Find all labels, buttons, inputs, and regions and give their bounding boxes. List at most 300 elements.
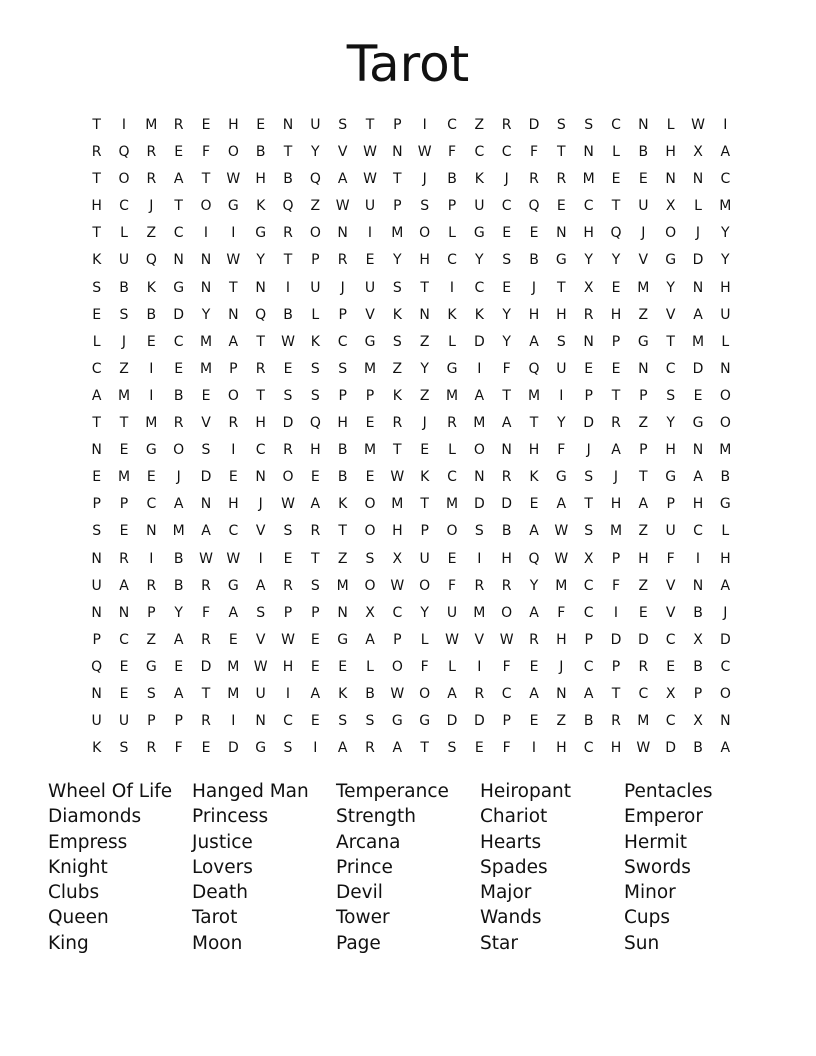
grid-letter: L bbox=[721, 523, 730, 540]
grid-letter: I bbox=[285, 685, 291, 702]
grid-letter: J bbox=[176, 469, 181, 486]
grid-letter: P bbox=[502, 713, 511, 730]
grid-letter: M bbox=[199, 333, 213, 350]
grid-letter: A bbox=[310, 496, 321, 513]
grid-letter: G bbox=[145, 442, 157, 459]
grid-letter: E bbox=[174, 144, 184, 161]
grid-letter: R bbox=[173, 415, 184, 432]
grid-letter: H bbox=[692, 496, 704, 513]
grid-letter: C bbox=[583, 198, 594, 215]
grid-letter: S bbox=[502, 252, 512, 269]
grid-letter: D bbox=[227, 740, 239, 757]
grid-letter: Y bbox=[584, 252, 593, 269]
grid-letter: J bbox=[422, 415, 427, 432]
grid-letter: M bbox=[473, 415, 486, 432]
grid-letter: S bbox=[310, 387, 320, 404]
grid-letter: M bbox=[172, 523, 185, 540]
grid-letter: U bbox=[118, 252, 130, 269]
grid-letter: B bbox=[283, 171, 293, 188]
grid-letter: T bbox=[338, 523, 347, 540]
grid-letter: T bbox=[420, 496, 429, 513]
word-list-item: Knight bbox=[48, 856, 108, 878]
grid-letter: I bbox=[531, 740, 537, 757]
grid-letter: R bbox=[365, 740, 375, 757]
grid-letter: K bbox=[92, 252, 102, 269]
grid-letter: N bbox=[692, 577, 704, 594]
grid-letter: L bbox=[448, 333, 456, 350]
grid-letter: Y bbox=[502, 306, 511, 323]
grid-letter: E bbox=[420, 442, 430, 459]
grid-letter: O bbox=[501, 604, 513, 621]
grid-letter: H bbox=[638, 550, 649, 567]
grid-letter: Y bbox=[420, 360, 429, 377]
grid-letter: E bbox=[638, 171, 648, 188]
grid-letter: N bbox=[692, 171, 704, 188]
grid-letter: W bbox=[363, 171, 377, 188]
grid-letter: H bbox=[556, 631, 567, 648]
grid-letter: C bbox=[447, 469, 457, 486]
grid-letter: M bbox=[117, 387, 131, 404]
grid-letter: I bbox=[121, 117, 127, 133]
grid-letter: Y bbox=[311, 144, 320, 161]
grid-letter: P bbox=[338, 306, 347, 323]
grid-letter: R bbox=[91, 144, 102, 161]
grid-letter: R bbox=[310, 523, 321, 540]
grid-letter: T bbox=[420, 740, 429, 757]
grid-letter: R bbox=[337, 252, 348, 269]
grid-letter: P bbox=[147, 604, 156, 621]
word-list-item: Justice bbox=[192, 831, 253, 853]
grid-letter: P bbox=[611, 550, 621, 567]
grid-letter: S bbox=[392, 279, 402, 296]
grid-letter: W bbox=[445, 631, 459, 648]
grid-letter: I bbox=[477, 658, 482, 675]
grid-letter: I bbox=[367, 225, 373, 242]
grid-letter: L bbox=[448, 658, 456, 675]
grid-letter: N bbox=[638, 117, 649, 133]
grid-letter: F bbox=[201, 604, 211, 621]
grid-letter: C bbox=[665, 713, 676, 730]
grid-letter: I bbox=[559, 387, 564, 404]
grid-letter: O bbox=[200, 198, 212, 215]
word-list-item: Death bbox=[192, 882, 248, 904]
grid-letter: N bbox=[118, 604, 130, 621]
grid-letter: F bbox=[174, 740, 183, 757]
grid-letter: W bbox=[363, 144, 377, 161]
grid-letter: S bbox=[392, 333, 402, 350]
grid-letter: K bbox=[392, 306, 402, 323]
grid-letter: T bbox=[92, 117, 101, 133]
grid-letter: T bbox=[502, 387, 511, 404]
grid-letter: C bbox=[583, 577, 594, 594]
grid-letter: J bbox=[149, 198, 154, 215]
grid-letter: M bbox=[391, 496, 404, 513]
grid-letter: Y bbox=[174, 604, 183, 621]
grid-letter: M bbox=[363, 442, 377, 459]
word-list-item: Major bbox=[480, 882, 532, 904]
grid-letter: R bbox=[501, 469, 512, 486]
grid-letter: A bbox=[583, 685, 594, 702]
grid-letter: S bbox=[338, 117, 348, 133]
grid-letter: T bbox=[229, 279, 238, 296]
grid-letter: E bbox=[201, 117, 211, 133]
grid-letter: P bbox=[92, 631, 101, 648]
grid-letter: H bbox=[282, 658, 294, 675]
grid-letter: H bbox=[665, 442, 676, 459]
grid-letter: G bbox=[692, 415, 704, 432]
grid-letter: C bbox=[474, 279, 485, 296]
grid-letter: S bbox=[283, 387, 293, 404]
grid-letter: R bbox=[201, 713, 211, 730]
grid-letter: N bbox=[720, 713, 731, 730]
grid-letter: R bbox=[638, 658, 649, 675]
grid-letter: O bbox=[419, 225, 431, 242]
grid-letter: Y bbox=[666, 415, 675, 432]
grid-letter: Z bbox=[392, 360, 403, 377]
word-list-item: Clubs bbox=[48, 882, 100, 904]
grid-letter: G bbox=[145, 658, 157, 675]
grid-letter: V bbox=[255, 523, 266, 540]
grid-letter: D bbox=[446, 713, 458, 730]
grid-letter: D bbox=[473, 713, 485, 730]
grid-letter: C bbox=[255, 442, 266, 459]
grid-letter: G bbox=[555, 252, 567, 269]
grid-letter: E bbox=[529, 658, 539, 675]
grid-letter: P bbox=[611, 658, 621, 675]
grid-letter: N bbox=[337, 225, 348, 242]
grid-letter: P bbox=[420, 523, 429, 540]
grid-letter: B bbox=[173, 550, 184, 567]
grid-letter: I bbox=[149, 550, 154, 567]
grid-letter: Y bbox=[256, 252, 265, 269]
grid-letter: T bbox=[201, 171, 211, 188]
grid-letter: E bbox=[365, 415, 375, 432]
grid-letter: E bbox=[365, 252, 375, 269]
grid-letter: Y bbox=[721, 225, 730, 242]
grid-letter: U bbox=[91, 577, 102, 594]
grid-letter: S bbox=[310, 360, 320, 377]
grid-letter: Q bbox=[528, 198, 540, 215]
grid-letter: S bbox=[447, 740, 457, 757]
word-list-item: Hermit bbox=[624, 831, 687, 853]
grid-letter: A bbox=[529, 523, 539, 540]
grid-letter: O bbox=[309, 225, 321, 242]
grid-letter: R bbox=[228, 415, 239, 432]
grid-letter: H bbox=[228, 496, 239, 513]
grid-letter: U bbox=[364, 279, 376, 296]
grid-letter: S bbox=[283, 523, 293, 540]
grid-letter: I bbox=[203, 225, 209, 242]
grid-letter: W bbox=[390, 685, 405, 702]
grid-letter: V bbox=[665, 577, 676, 594]
grid-letter: P bbox=[92, 496, 101, 513]
grid-letter: S bbox=[666, 387, 676, 404]
grid-letter: M bbox=[582, 171, 595, 188]
grid-letter: F bbox=[447, 577, 457, 594]
grid-letter: M bbox=[227, 685, 240, 702]
grid-letter: C bbox=[119, 198, 129, 215]
grid-letter: V bbox=[337, 144, 348, 161]
grid-letter: J bbox=[586, 442, 591, 459]
grid-letter: W bbox=[636, 740, 651, 757]
grid-letter: I bbox=[723, 117, 728, 133]
grid-letter: R bbox=[529, 171, 539, 188]
grid-letter: W bbox=[554, 523, 569, 540]
word-list-item: Queen bbox=[48, 907, 109, 929]
word-list-item: Temperance bbox=[336, 781, 449, 802]
grid-letter: M bbox=[637, 279, 650, 296]
grid-letter: G bbox=[391, 713, 403, 730]
grid-letter: Q bbox=[282, 198, 294, 215]
grid-letter: U bbox=[474, 198, 485, 215]
grid-letter: P bbox=[666, 496, 675, 513]
grid-letter: V bbox=[365, 306, 375, 323]
word-list-item: Cups bbox=[624, 907, 671, 929]
grid-letter: I bbox=[477, 360, 482, 377]
grid-letter: O bbox=[227, 144, 239, 161]
grid-letter: C bbox=[501, 685, 512, 702]
grid-letter: H bbox=[228, 117, 239, 133]
grid-letter: E bbox=[611, 171, 621, 188]
grid-letter: B bbox=[529, 252, 539, 269]
grid-letter: E bbox=[474, 740, 484, 757]
grid-letter: K bbox=[310, 333, 320, 350]
grid-letter: C bbox=[665, 631, 676, 648]
grid-letter: V bbox=[638, 252, 649, 269]
word-list-item: Heiropant bbox=[480, 781, 572, 802]
grid-letter: D bbox=[173, 306, 185, 323]
grid-letter: J bbox=[613, 469, 619, 486]
grid-letter: Q bbox=[309, 171, 321, 188]
grid-letter: I bbox=[149, 387, 154, 404]
grid-letter: C bbox=[693, 523, 703, 540]
grid-letter: A bbox=[255, 577, 266, 594]
word-list-item: Star bbox=[480, 932, 518, 954]
grid-letter: B bbox=[255, 144, 266, 161]
grid-letter: N bbox=[200, 279, 212, 296]
grid-letter: K bbox=[92, 740, 102, 757]
grid-letter: M bbox=[336, 577, 349, 594]
grid-letter: C bbox=[638, 685, 649, 702]
grid-letter: N bbox=[91, 442, 102, 459]
grid-letter: P bbox=[584, 387, 593, 404]
grid-letter: M bbox=[637, 713, 650, 730]
grid-letter: B bbox=[173, 577, 184, 594]
grid-letter: T bbox=[557, 279, 566, 296]
grid-letter: G bbox=[227, 198, 239, 215]
grid-letter: M bbox=[719, 442, 732, 459]
grid-letter: G bbox=[446, 360, 458, 377]
grid-letter: R bbox=[255, 360, 266, 377]
grid-letter: G bbox=[337, 631, 349, 648]
word-list-item: Tarot bbox=[192, 907, 238, 929]
grid-letter: T bbox=[201, 685, 211, 702]
grid-letter: Z bbox=[119, 360, 129, 377]
grid-letter: X bbox=[693, 144, 703, 161]
grid-letter: E bbox=[556, 198, 566, 215]
grid-letter: A bbox=[529, 604, 539, 621]
grid-letter: X bbox=[583, 279, 594, 296]
grid-letter: L bbox=[694, 198, 702, 215]
word-list-item: Wands bbox=[480, 907, 542, 929]
grid-letter: M bbox=[445, 387, 459, 404]
grid-letter: C bbox=[583, 658, 594, 675]
grid-letter: B bbox=[638, 144, 649, 161]
grid-letter: G bbox=[419, 713, 431, 730]
grid-letter: E bbox=[201, 387, 211, 404]
word-list-item: Emperor bbox=[624, 806, 703, 828]
grid-letter: N bbox=[337, 604, 348, 621]
grid-letter: K bbox=[256, 198, 266, 215]
grid-letter: N bbox=[583, 333, 594, 350]
grid-letter: C bbox=[720, 658, 731, 675]
word-list-item: Lovers bbox=[192, 856, 253, 878]
grid-letter: R bbox=[529, 631, 539, 648]
page-title: Tarot bbox=[346, 35, 470, 93]
grid-letter: Y bbox=[475, 252, 484, 269]
grid-letter: N bbox=[173, 252, 184, 269]
grid-letter: T bbox=[557, 144, 566, 161]
grid-letter: W bbox=[390, 469, 405, 486]
grid-letter: W bbox=[417, 144, 432, 161]
grid-letter: I bbox=[613, 604, 619, 621]
grid-letter: H bbox=[556, 740, 567, 757]
grid-letter: A bbox=[693, 306, 703, 323]
grid-letter: B bbox=[501, 523, 512, 540]
grid-letter: T bbox=[666, 333, 675, 350]
word-list-item: Spades bbox=[480, 856, 548, 878]
grid-letter: G bbox=[255, 225, 267, 242]
grid-letter: H bbox=[501, 550, 512, 567]
grid-letter: R bbox=[392, 415, 403, 432]
grid-letter: L bbox=[721, 333, 730, 350]
grid-letter: A bbox=[720, 577, 731, 594]
grid-letter: J bbox=[531, 279, 537, 296]
grid-letter: C bbox=[447, 252, 457, 269]
grid-letter: S bbox=[474, 523, 484, 540]
grid-letter: L bbox=[420, 631, 429, 648]
word-list-item: King bbox=[48, 932, 89, 954]
grid-letter: R bbox=[556, 171, 567, 188]
grid-letter: F bbox=[557, 442, 566, 459]
grid-letter: Q bbox=[309, 415, 321, 432]
grid-letter: P bbox=[393, 198, 402, 215]
grid-letter: J bbox=[641, 225, 646, 242]
grid-letter: K bbox=[392, 387, 402, 404]
grid-letter: T bbox=[92, 225, 101, 242]
grid-letter: W bbox=[226, 252, 241, 269]
grid-letter: A bbox=[228, 604, 239, 621]
grid-letter: U bbox=[118, 713, 130, 730]
grid-letter: E bbox=[338, 658, 348, 675]
grid-letter: G bbox=[473, 225, 485, 242]
grid-letter: N bbox=[91, 685, 102, 702]
grid-letter: Z bbox=[474, 117, 485, 133]
grid-letter: Y bbox=[393, 252, 402, 269]
grid-letter: E bbox=[638, 604, 648, 621]
grid-letter: A bbox=[173, 171, 184, 188]
grid-letter: K bbox=[474, 306, 484, 323]
grid-letter: M bbox=[199, 360, 213, 377]
word-list-item: Hanged Man bbox=[192, 781, 309, 802]
word-list-item: Minor bbox=[624, 882, 676, 904]
grid-letter: A bbox=[91, 387, 102, 404]
grid-letter: O bbox=[364, 577, 376, 594]
grid-letter: Z bbox=[556, 713, 567, 730]
grid-letter: X bbox=[665, 198, 676, 215]
grid-letter: N bbox=[474, 469, 485, 486]
grid-letter: E bbox=[611, 360, 621, 377]
grid-letter: O bbox=[446, 523, 458, 540]
grid-letter: X bbox=[693, 631, 703, 648]
grid-letter: N bbox=[255, 469, 266, 486]
grid-letter: A bbox=[556, 496, 567, 513]
grid-letter: O bbox=[419, 685, 431, 702]
grid-letter: E bbox=[119, 658, 129, 675]
grid-letter: M bbox=[473, 604, 486, 621]
grid-letter: Z bbox=[146, 225, 157, 242]
grid-letter: R bbox=[583, 306, 594, 323]
grid-letter: H bbox=[610, 496, 622, 513]
grid-letter: S bbox=[92, 279, 102, 296]
grid-letter: N bbox=[200, 252, 212, 269]
grid-letter: O bbox=[473, 442, 485, 459]
grid-letter: S bbox=[92, 523, 102, 540]
grid-letter: S bbox=[310, 577, 320, 594]
grid-letter: A bbox=[611, 442, 621, 459]
grid-letter: I bbox=[149, 360, 154, 377]
grid-letter: R bbox=[146, 740, 157, 757]
grid-letter: K bbox=[474, 171, 484, 188]
grid-letter: S bbox=[338, 713, 348, 730]
grid-letter: F bbox=[666, 550, 675, 567]
grid-letter: T bbox=[365, 117, 375, 133]
grid-letter: M bbox=[145, 117, 158, 133]
grid-letter: C bbox=[583, 604, 594, 621]
grid-letter: G bbox=[665, 252, 677, 269]
grid-letter: I bbox=[231, 225, 236, 242]
grid-letter: P bbox=[365, 387, 375, 404]
grid-letter: A bbox=[474, 387, 485, 404]
grid-letter: X bbox=[392, 550, 403, 567]
grid-letter: R bbox=[474, 685, 485, 702]
grid-letter: Z bbox=[638, 415, 649, 432]
grid-letter: E bbox=[146, 469, 156, 486]
grid-letter: W bbox=[253, 658, 268, 675]
grid-letter: R bbox=[501, 577, 512, 594]
word-list-item: Swords bbox=[624, 856, 691, 878]
grid-letter: A bbox=[638, 496, 649, 513]
grid-letter: C bbox=[665, 360, 676, 377]
grid-letter: E bbox=[529, 225, 539, 242]
grid-letter: P bbox=[119, 496, 129, 513]
grid-letter: G bbox=[173, 279, 185, 296]
grid-letter: S bbox=[584, 469, 594, 486]
grid-letter: C bbox=[283, 713, 293, 730]
grid-letter: R bbox=[283, 442, 293, 459]
word-list-item: Page bbox=[336, 932, 381, 954]
grid-letter: A bbox=[720, 144, 731, 161]
grid-letter: P bbox=[311, 252, 320, 269]
grid-letter: O bbox=[391, 658, 403, 675]
word-list-item: Empress bbox=[48, 831, 128, 853]
grid-letter: E bbox=[529, 496, 539, 513]
grid-letter: H bbox=[392, 523, 403, 540]
grid-letter: D bbox=[200, 658, 212, 675]
grid-letter: H bbox=[310, 442, 321, 459]
grid-letter: T bbox=[92, 171, 101, 188]
grid-letter: A bbox=[529, 333, 539, 350]
